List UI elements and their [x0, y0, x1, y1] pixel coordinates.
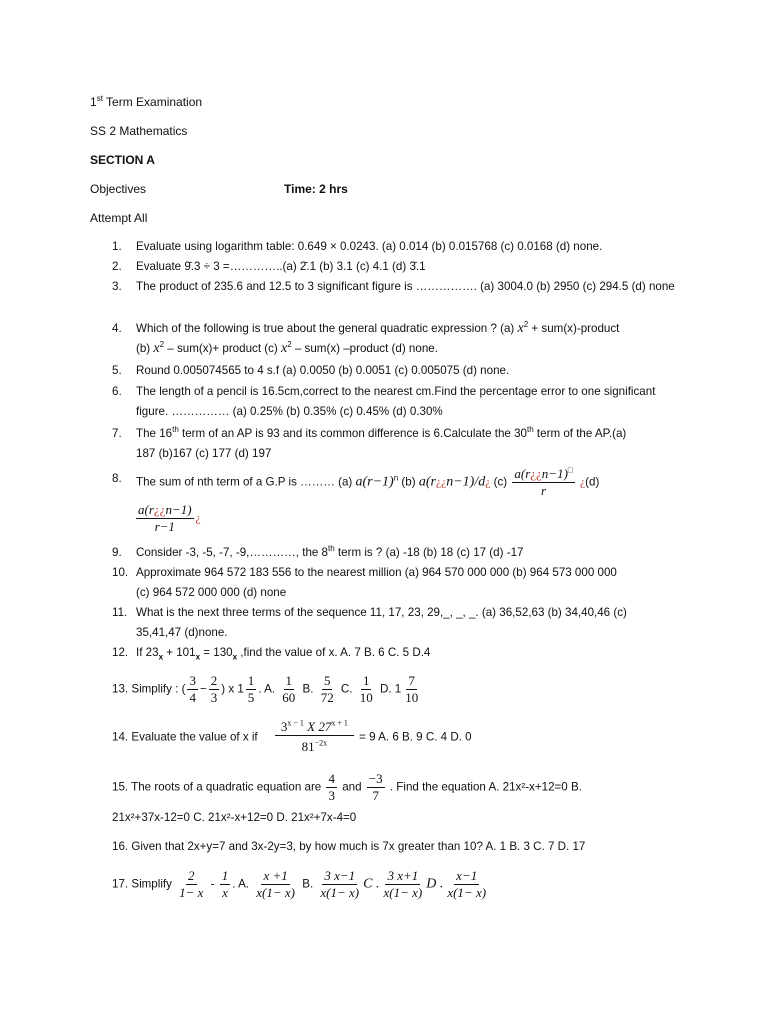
question-17: 17. Simplify $\frac{2}{1- x}$ - $\frac{1}{x}$ . A. $\frac{x +1}{x(1- x)}$ B. $\frac{3 x-1}{x(1- x)}$ C . $\frac{3 x+1}{x(1- x)}$ D . $\frac{x-1}{x(1- x)}$	[112, 868, 487, 900]
question-8-option-d: $\frac{a(r¿¿n-1)}{r-1}$ ¿	[138, 502, 201, 534]
section-heading: SECTION A	[90, 153, 155, 167]
class-subject: SS 2 Mathematics	[90, 124, 188, 138]
question-15-line-2: 21x²+37x-12=0 C. 21x²-x+12=0 D. 21x²+7x-4=0	[112, 811, 357, 824]
q17-option-b: $\frac{3 x-1}{x(1- x)}$	[320, 868, 360, 900]
q17-option-a: $\frac{x +1}{x(1- x)}$	[256, 868, 295, 900]
question-16: 16. Given that 2x+y=7 and 3x-2y=3, by how much is 7x greater than 10? A. 1 B. 3 C. 7 D. 17	[112, 840, 586, 853]
q17-fraction-1: $\frac{2}{1- x}$	[179, 868, 204, 900]
q17-option-c: $\frac{3 x+1}{x(1- x)}$	[383, 868, 423, 900]
question-8: The sum of nth term of a G.P is ……… (a) $a(r-1)^n$ (b) a(r¿¿n−1)/d¿ (c) $\frac{a(r¿¿n-1)^□}{r}$ ¿(d)	[136, 465, 600, 498]
q8-option-d-fraction: $\frac{a(r¿¿n-1)}{r-1}$	[138, 502, 192, 534]
question-8-number: 8.	[112, 472, 122, 485]
q13-fraction-3: $\frac{1}{5}$	[247, 673, 255, 705]
q14-fraction: $\frac{3^{x - 1} X 27^{x + 1}}{81^{-2x}}$	[275, 719, 354, 755]
question-15: 15. The roots of a quadratic equation are $\frac{4}{3}$ and $\frac{-3}{7}$ . Find the equation A. 21x²-x+12=0 B.	[112, 771, 582, 803]
q13-option-a: $\frac{1}{60}$	[282, 673, 296, 705]
q13-option-d: $\frac{7}{10}$	[405, 673, 419, 705]
q13-fraction-2: $\frac{2}{3}$	[210, 673, 218, 705]
q8-option-c-fraction: $\frac{a(r¿¿n-1)^□}{r}$	[514, 465, 573, 498]
objectives-label: Objectives	[90, 182, 147, 196]
attempt-all-label: Attempt All	[90, 211, 148, 225]
question-13: 13. Simplify : ( $\frac{3}{4}$ − $\frac{2}{3}$ ) x 1 $\frac{1}{5}$ . A. $\frac{1}{60}$ B. $\frac{5}{72}$ C. $\frac{1}{10}$ D. 1 $\frac{7}{10}$	[112, 673, 419, 705]
q15-fraction-2: $\frac{-3}{7}$	[368, 771, 383, 803]
exam-title: 1st Term Examination	[90, 94, 203, 109]
q13-option-c: $\frac{1}{10}$	[359, 673, 373, 705]
q15-fraction-1: $\frac{4}{3}$	[328, 771, 335, 803]
exam-page: 1st Term Examination SS 2 Mathematics SECTION A Objectives Time: 2 hrs Attempt All 1. Evaluate using logarithm table: 0.649 × 0.0243. (a) 0.014 (b) 0.015768 (c) 0.0168 (d) none. 2. Evaluate 9̄.3 ÷ 3 =…………..(a) 2̄.1 (b) 3.1 (c) 4.1 (d) 3̄.1 3. The product of 235.6 and 12.5 to 3 significant figure is ……………. (a) 3004.0 (b) 2950 (c) 294.5 (d) none 4. Which of the following is true about the general quadratic expression ? (a) $x^2$ + sum(x)-product (b) $x^2 - sum(x)+$ product (c) $x^2 - sum(x)$ –product (d) none. 5. Round 0.005074565 to 4 s.f (a) 0.0050 (b) 0.0051 (c) 0.005075 (d) none. 6. The length of a pencil is 16.5cm,correct to the nearest cm.Find the percentage error to one significant figure. …………… (a) 0.25% (b) 0.35% (c) 0.45% (d) 0.30% 7. The 16th term of an AP is 93 and its common difference is 6.Calculate the 30th term of the AP.(a) 187 (b)167 (c) 177 (d) 197 8. The sum of nth term of a G.P is ……… (a) $a(r-1)^n$ (b) a(r¿¿n−1)/d¿ (c) $\frac{a(r¿¿n-1)^□}{r}$ ¿(d) $\frac{a(r¿¿n-1)}{r-1}$ ¿ 9. Consider -3, -5, -7, -9,…………, the 8th term is ? (a) -18 (b) 18 (c) 17 (d) -17 10. Approximate 964 572 183 556 to the nearest million (a) 964 570 000 000 (b) 964 573 000 000 (c) 964 572 000 000 (d) none 11. What is the next three terms of the sequence 11, 17, 23, 29,_, _, _. (a) 36,52,63 (b) 34,40,46 (c) 35,41,47 (d)none. 12. If $23_x + 101_x = 130_x$ ,find the value of x. A. 7 B. 6 C. 5 D.4 13. Simplify : ( $\frac{3}{4}$ − $\frac{2}{3}$ ) x 1 $\frac{1}{5}$ . A. $\frac{1}{60}$ B. $\frac{5}{72}$ C. $\frac{1}{10}$ D. 1 $\frac{7}{10}$ 14. Evaluate the value of x if $\frac{3^{x - 1} X 27^{x + 1}}{81^{-2x}}$ = 9 A. 6 B. 9 C. 4 D. 0 15. The roots of a quadratic equation are $\frac{4}{3}$ and $\frac{-3}{7}$ . Find the equation A. 21x²-x+12=0 B. 21x²+37x-12=0 C. 21x²-x+12=0 D. 21x²+7x-4=0 16. Given that 2x+y=7 and 3x-2y=3, by how much is 7x greater than 10? A. 1 B. 3 C. 7 D. 17 17. Simplify $\frac{2}{1- x}$ - $\frac{1}{x}$ . A. $\frac{x +1}{x(1- x)}$ B. $\frac{3 x-1}{x(1- x)}$ C . $\frac{3 x+1}{x(1- x)}$ D . $\frac{x-1}{x(1- x)}$	[90, 94, 675, 900]
q17-fraction-2: $\frac{1}{x}$	[221, 868, 229, 900]
question-14: 14. Evaluate the value of x if $\frac{3^{x - 1} X 27^{x + 1}}{81^{-2x}}$ = 9 A. 6 B. 9 C. 4 D. 0	[112, 718, 472, 754]
q13-option-b: $\frac{5}{72}$	[320, 673, 334, 705]
q17-option-d: $\frac{x-1}{x(1- x)}$	[447, 868, 487, 900]
q13-fraction-1: $\frac{3}{4}$	[189, 673, 196, 705]
time-label: Time: 2 hrs	[284, 182, 348, 196]
